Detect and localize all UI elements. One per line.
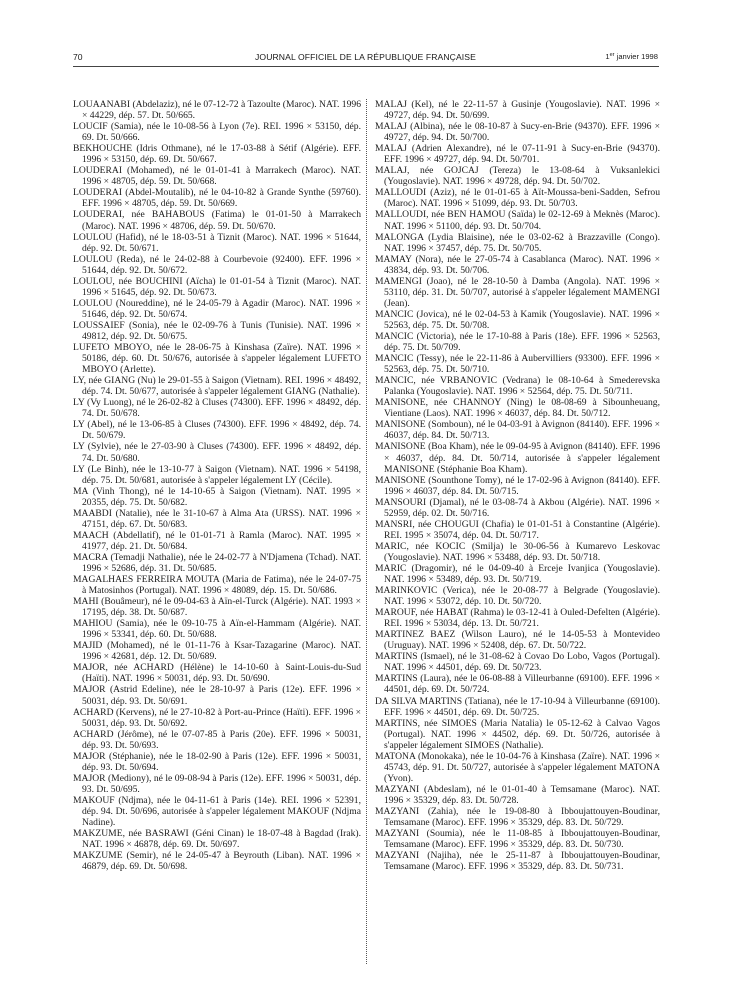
entry: LY (Abel), né le 13-06-85 à Cluses (74300). EFF. 1996 × 48492, dép. 74. Dt. 50/679. [73, 419, 361, 442]
entry: MANISONE (Sounthone Tomy), né le 17-02-96 à Avignon (84140). EFF. 1996 × 46037, dép. 84. Dt. 50/715. [375, 474, 660, 497]
issue-date [605, 52, 658, 61]
entry: MANISONE, née CHANNOY (Ning) le 08-08-69 à Sibounheuang, Vientiane (Laos). NAT. 1996 × 46037, dép. 84. Dt. 50/712. [375, 397, 660, 420]
entry: LY, née GIANG (Nu) le 29-01-55 à Saigon (Vietnam). REI. 1996 × 48492, dép. 74. Dt. 50/677, autorisée à s'appeler légalement GIANG (Nathalie). [73, 375, 361, 398]
entry: MALAJ, née GOJCAJ (Tereza) le 13-08-64 à Vuksanlekici (Yougoslavie). NAT. 1996 × 49728, dép. 94. Dt. 50/702. [375, 165, 660, 188]
entry: ACHARD (Jérôme), né le 07-07-85 à Paris (20e). EFF. 1996 × 50031, dép. 93. Dt. 50/693. [73, 728, 361, 751]
entry: MAZYANI (Soumia), née le 11-08-85 à Ibboujattouyen-Boudinar, Temsamane (Maroc). EFF. 1996 × 35329, dép. 83. Dt. 50/730. [375, 828, 660, 851]
entry: LOULOU, née BOUCHINI (Aïcha) le 01-01-54 à Tiznit (Maroc). NAT. 1996 × 51645, dép. 92. Dt. 50/673. [73, 275, 361, 298]
entry: MAMAY (Nora), née le 27-05-74 à Casablanca (Maroc). NAT. 1996 × 43834, dép. 93. Dt. 50/706. [375, 253, 660, 276]
header-rule [73, 66, 659, 67]
entry: MANISONE (Somboun), né le 04-03-91 à Avignon (84140). EFF. 1996 × 46037, dép. 84. Dt. 50/713. [375, 419, 660, 442]
entry: MANCIC (Tessy), née le 22-11-86 à Aubervilliers (93300). EFF. 1996 × 52563, dép. 75. Dt. 50/710. [375, 353, 660, 376]
entry: MARIC, née KOCIC (Smilja) le 30-06-56 à Kumarevo Leskovac (Yougoslavie). NAT. 1996 × 53488, dép. 93. Dt. 50/718. [375, 540, 660, 563]
entry: MATONA (Monokaka), née le 10-04-76 à Kinshasa (Zaïre). NAT. 1996 × 45743, dép. 91. Dt. 50/727, autorisée à s'appeler légalement MATONA (Yvon). [375, 750, 660, 784]
entry: MAKZUME, née BASRAWI (Géni Cinan) le 18-07-48 à Bagdad (Irak). NAT. 1996 × 46878, dép. 69. Dt. 50/697. [73, 828, 361, 851]
entry: LY (Le Binh), née le 13-10-77 à Saigon (Vietnam). NAT. 1996 × 54198, dép. 75. Dt. 50/681, autorisée à s'appeler légalement LY (Cécile). [73, 463, 361, 486]
entry: MALAJ (Adrien Alexandre), né le 07-11-91 à Sucy-en-Brie (94370). EFF. 1996 × 49727, dép. 94. Dt. 50/701. [375, 143, 660, 166]
entry: LUFETO MBOYO, née le 28-06-75 à Kinshasa (Zaïre). NAT. 1996 × 50186, dép. 60. Dt. 50/676, autorisée à s'appeler légalement LUFETO MBOYO (Arlette). [73, 342, 361, 376]
entry: LOUAANABI (Abdelaziz), né le 07-12-72 à Tazoulte (Maroc). NAT. 1996 × 44229, dép. 57. Dt. 50/665. [73, 99, 361, 122]
entry: LOULOU (Hafid), né le 18-03-51 à Tiznit (Maroc). NAT. 1996 × 51644, dép. 92. Dt. 50/671. [73, 231, 361, 254]
entry: MANCIC (Victoria), née le 17-10-88 à Paris (18e). EFF. 1996 × 52563, dép. 75. Dt. 50/709. [375, 330, 660, 354]
entry: MAJOR, née ACHARD (Hélène) le 14-10-60 à Saint-Louis-du-Sud (Haïti). NAT. 1996 × 50031, dép. 93. Dt. 50/690. [73, 662, 361, 685]
issue-date-day: 1 [605, 52, 610, 61]
entry: LOUDERAI (Abdel-Moutalib), né le 04-10-82 à Grande Synthe (59760). EFF. 1996 × 48705, dép. 59. Dt. 50/669. [73, 187, 361, 210]
column-divider [366, 99, 367, 964]
entry: MAHIOU (Samia), née le 09-10-75 à Aïn-el-Hammam (Algérie). NAT. 1996 × 53341, dép. 60. Dt. 50/688. [73, 618, 361, 641]
entry: MA (Vinh Thong), né le 14-10-65 à Saigon (Vietnam). NAT. 1995 × 20355, dép. 75. Dt. 50/682. [73, 485, 361, 508]
entry: LY (Sylvie), née le 27-03-90 à Cluses (74300). EFF. 1996 × 48492, dép. 74. Dt. 50/680. [73, 441, 361, 464]
entry: ACHARD (Kervens), né le 27-10-82 à Port-au-Prince (Haïti). EFF. 1996 × 50031, dép. 93. Dt. 50/692. [73, 706, 361, 729]
entry: MANCIC, née VRBANOVIC (Vedrana) le 08-10-64 à Smederevska Palanka (Yougoslavie). NAT. 1996 × 52564, dép. 75. Dt. 50/711. [375, 375, 660, 398]
entry: MAGALHAES FERREIRA MOUTA (Maria de Fatima), née le 24-07-75 à Matosinhos (Portugal). NAT. 1996 × 48089, dép. 15. Dt. 50/686. [73, 574, 361, 597]
entry: MAACH (Abdellatif), né le 01-01-71 à Ramla (Maroc). NAT. 1995 × 41977, dép. 21. Dt. 50/684. [73, 529, 361, 552]
entry: LOUCIF (Samia), née le 10-08-56 à Lyon (7e). REI. 1996 × 53150, dép. 69. Dt. 50/666. [73, 121, 361, 144]
entry: MAKOUF (Ndjma), née le 04-11-61 à Paris (14e). REI. 1996 × 52391, dép. 94. Dt. 50/696, autorisée à s'appeler légalement MAKOUF (Ndjma Nadine). [73, 794, 361, 829]
entry: MAJOR (Mediony), né le 09-08-94 à Paris (12e). EFF. 1996 × 50031, dép. 93. Dt. 50/695. [73, 772, 361, 795]
entry: MAZYANI (Zahia), née le 19-08-80 à Ibboujattouyen-Boudinar, Temsamane (Maroc). EFF. 1996 × 35329, dép. 83. Dt. 50/729. [375, 806, 660, 829]
entry: MARINKOVIC (Verica), née le 20-08-77 à Belgrade (Yougoslavie). NAT. 1996 × 53072, dép. 10. Dt. 50/720. [375, 585, 660, 608]
issue-date-rest: janvier 1998 [614, 52, 658, 61]
entry: LOUDERAI, née BAHABOUS (Fatima) le 01-01-50 à Marrakech (Maroc). NAT. 1996 × 48706, dép. 59. Dt. 50/670. [73, 209, 361, 232]
issue-date-suffix: er [609, 52, 615, 58]
left-column [73, 99, 361, 872]
entry: MARTINS (Laura), née le 06-08-88 à Villeurbanne (69100). EFF. 1996 × 44501, dép. 69. Dt. 50/724. [375, 673, 660, 696]
entry: MAJOR (Stéphanie), née le 18-02-90 à Paris (12e). EFF. 1996 × 50031, dép. 93. Dt. 50/694. [73, 750, 361, 773]
entry: MAMENGI (Joao), né le 28-10-50 à Damba (Angola). NAT. 1996 × 53110, dép. 31. Dt. 50/707, autorisé à s'appeler légalement MAMENGI (Jean). [375, 275, 660, 309]
entry: MARIC (Dragomir), né le 04-09-40 à Erceje Ivanjica (Yougoslavie). NAT. 1996 × 53489, dép. 93. Dt. 50/719. [375, 562, 660, 586]
entry: LOUDERAI (Mohamed), né le 01-01-41 à Marrakech (Maroc). NAT. 1996 × 48705, dép. 59. Dt. 50/668. [73, 165, 361, 188]
entry: MANISONE (Boa Kham), née le 09-04-95 à Avignon (84140). EFF. 1996 × 46037, dép. 84. Dt. 50/714, autorisée à s'appeler légalement MANISONE (Stéphanie Boa Kham). [375, 441, 660, 475]
entry: MANSRI, née CHOUGUI (Chafia) le 01-01-51 à Constantine (Algérie). REI. 1995 × 35074, dép. 04. Dt. 50/717. [375, 518, 660, 541]
entry: MANCIC (Jovica), né le 02-04-53 à Kamik (Yougoslavie). NAT. 1996 × 52563, dép. 75. Dt. 50/708. [375, 308, 660, 331]
entry: MAABDI (Natalie), née le 31-10-67 à Alma Ata (URSS). NAT. 1996 × 47151, dép. 67. Dt. 50/683. [73, 507, 361, 530]
entry: MAKZUME (Semir), né le 24-05-47 à Beyrouth (Liban). NAT. 1996 × 46879, dép. 69. Dt. 50/698. [73, 850, 361, 873]
entry: LOULOU (Reda), né le 24-02-88 à Courbevoie (92400). EFF. 1996 × 51644, dép. 92. Dt. 50/672. [73, 253, 361, 276]
entry: MALLOUDI, née BEN HAMOU (Saïda) le 02-12-69 à Meknès (Maroc). NAT. 1996 × 51100, dép. 93. Dt. 50/704. [375, 209, 660, 232]
right-column [375, 99, 660, 872]
entry: MARTINS, née SIMOES (Maria Natalia) le 05-12-62 à Calvao Vagos (Portugal). NAT. 1996 × 44502, dép. 69. Dt. 50/726, autorisée à s'appeler légalement SIMOES (Nathalie). [375, 717, 660, 751]
entry: MAHI (Bouâmeur), né le 09-04-63 à Aïn-el-Turck (Algérie). NAT. 1993 × 17195, dép. 38. Dt. 50/687. [73, 596, 361, 619]
entry: LY (Vy Luong), né le 26-02-82 à Cluses (74300). EFF. 1996 × 48492, dép. 74. Dt. 50/678. [73, 397, 361, 420]
page-header [0, 52, 731, 66]
entry: BEKHOUCHE (Idris Othmane), né le 17-03-88 à Sétif (Algérie). EFF. 1996 × 53150, dép. 69. Dt. 50/667. [73, 143, 361, 166]
entry: MAJOR (Astrid Edeline), née le 28-10-97 à Paris (12e). EFF. 1996 × 50031, dép. 93. Dt. 50/691. [73, 684, 361, 707]
entry: MAROUF, née HABAT (Rahma) le 03-12-41 à Ouled-Defelten (Algérie). REI. 1996 × 53034, dép. 13. Dt. 50/721. [375, 607, 660, 630]
entry: MAZYANI (Abdeslam), né le 01-01-40 à Temsamane (Maroc). NAT. 1996 × 35329, dép. 83. Dt. 50/728. [375, 783, 660, 806]
journal-title: JOURNAL OFFICIEL DE LA RÉPUBLIQUE FRANÇAISE [255, 52, 476, 62]
entry: LOUSSAIEF (Sonia), née le 02-09-76 à Tunis (Tunisie). NAT. 1996 × 49812, dép. 92. Dt. 50/675. [73, 319, 361, 342]
entry: MAJID (Mohamed), né le 01-11-76 à Ksar-Tazagarine (Maroc). NAT. 1996 × 42681, dép. 12. Dt. 50/689. [73, 640, 361, 663]
entry: MALAJ (Kel), né le 22-11-57 à Gusinje (Yougoslavie). NAT. 1996 × 49727, dép. 94. Dt. 50/699. [375, 99, 660, 122]
entry: MARTINS (Ismael), né le 31-08-62 à Covao Do Lobo, Vagos (Portugal). NAT. 1996 × 44501, dép. 69. Dt. 50/723. [375, 651, 660, 674]
entry: MALAJ (Albina), née le 08-10-87 à Sucy-en-Brie (94370). EFF. 1996 × 49727, dép. 94. Dt. 50/700. [375, 121, 660, 144]
entry: MANSOURI (Djamal), né le 03-08-74 à Akbou (Algérie). NAT. 1996 × 52959, dép. 02. Dt. 50/716. [375, 496, 660, 519]
page-number: 70 [73, 52, 83, 62]
entry: DA SILVA MARTINS (Tatiana), née le 17-10-94 à Villeurbanne (69100). EFF. 1996 × 44501, dép. 69. Dt. 50/725. [375, 695, 660, 718]
entry: MACRA (Temadji Nathalie), née le 24-02-77 à N'Djamena (Tchad). NAT. 1996 × 52686, dép. 31. Dt. 50/685. [73, 551, 361, 574]
entry: MALONGA (Lydia Blaisine), née le 03-02-62 à Brazzaville (Congo). NAT. 1996 × 37457, dép. 75. Dt. 50/705. [375, 231, 660, 254]
entry: LOULOU (Noureddine), né le 24-05-79 à Agadir (Maroc). NAT. 1996 × 51646, dép. 92. Dt. 50/674. [73, 297, 361, 320]
entry: MAZYANI (Najiha), née le 25-11-87 à Ibboujattouyen-Boudinar, Temsamane (Maroc). EFF. 1996 × 35329, dép. 83. Dt. 50/731. [375, 850, 660, 873]
entry: MARTINEZ BAEZ (Wilson Lauro), né le 14-05-53 à Montevideo (Uruguay). NAT. 1996 × 52408, dép. 67. Dt. 50/722. [375, 629, 660, 652]
entry: MALLOUDI (Aziz), né le 01-01-65 à Aït-Moussa-beni-Sadden, Sefrou (Maroc). NAT. 1996 × 51099, dép. 93. Dt. 50/703. [375, 187, 660, 210]
